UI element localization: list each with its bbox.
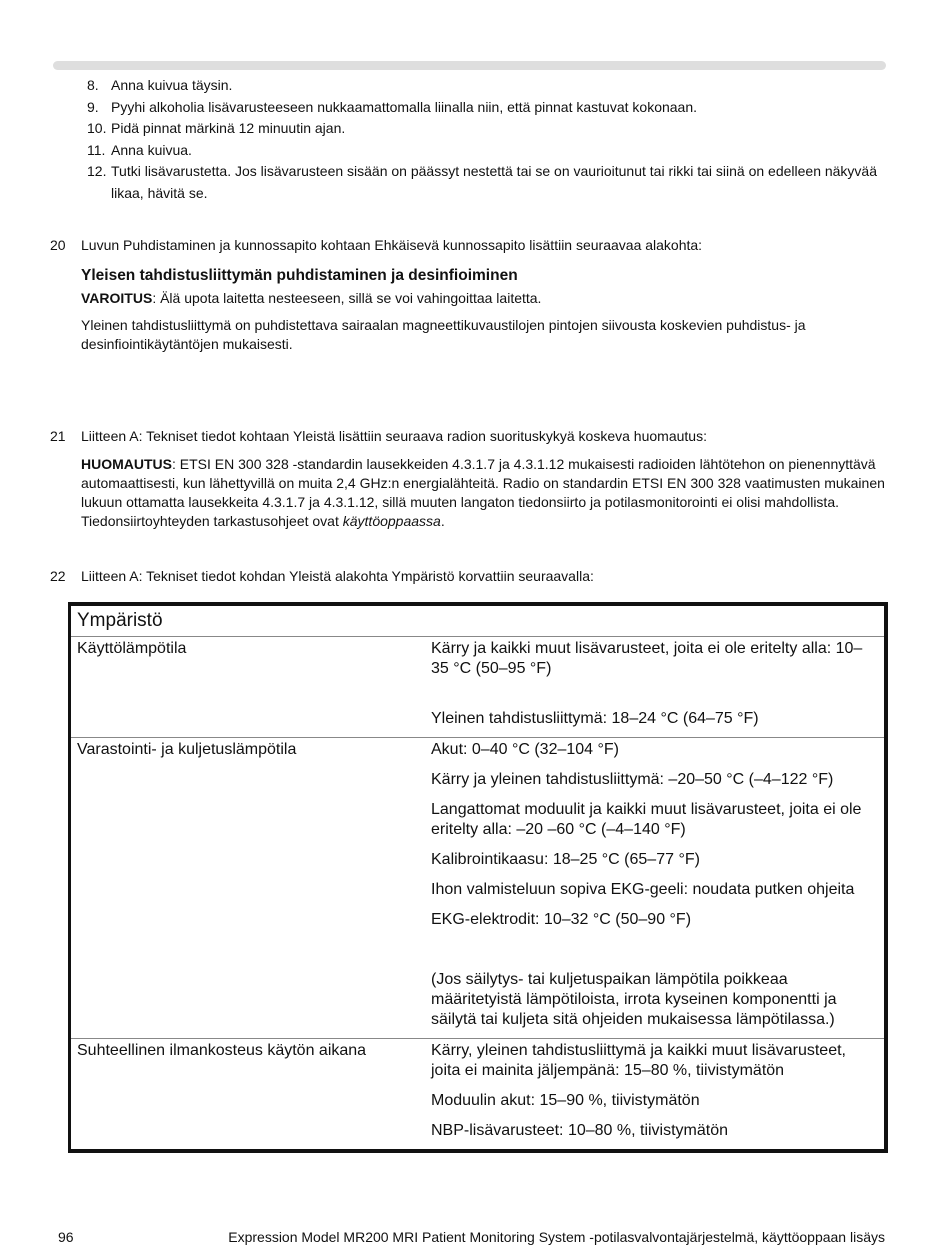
- environment-table: [68, 602, 888, 1153]
- row-label: Suhteellinen ilmankosteus käytön aikana: [77, 1042, 367, 1059]
- warning-label: VAROITUS: [81, 290, 153, 306]
- section-number: 22: [50, 568, 66, 584]
- table-title: Ympäristö: [70, 604, 887, 637]
- note-text: : ETSI EN 300 328 -standardin lausekkeiden 4.3.1.7 ja 4.3.1.12 mukaisesti radioiden lähtötehon on pienennyttävä automaattisesti, kun lähettyvillä on muita 2,4 GHz:n energialähteitä. Radio on standardin ETSI EN 300 328 vaatimusten mukainen lukuun ottamatta lausekkeita 4.3.1.7 ja 4.3.1.12, sillä muuten langaton tiedonsiirto ja potilasmonitorointi ei olisi mahdollista. Tiedonsiirtoyhteyden tarkastusohjeet ovat: [81, 456, 885, 529]
- cleaning-paragraph: Yleinen tahdistusliittymä on puhdistettava sairaalan magneettikuvaustilojen pintojen siivousta koskevien puhdistus- ja desinfiointikäytäntöjen mukaisesti.: [81, 317, 806, 352]
- row-value: Ihon valmisteluun sopiva EKG-geeli: noudata putken ohjeita: [431, 881, 855, 898]
- row-values: [425, 738, 886, 1039]
- step-number: 8.: [87, 77, 99, 93]
- row-value: Kärry, yleinen tahdistusliittymä ja kaikki muut lisävarusteet, joita ei mainita jäljempänä: 15–80 %, tiivistymätön: [431, 1042, 846, 1079]
- step-text: Anna kuivua täysin.: [111, 77, 233, 93]
- list-item: [87, 140, 887, 162]
- table-row: [70, 637, 887, 738]
- note-label: HUOMAUTUS: [81, 456, 172, 472]
- row-label: Käyttölämpötila: [70, 637, 426, 738]
- row-value: Kärry ja yleinen tahdistusliittymä: –20–50 °C (–4–122 °F): [431, 771, 834, 788]
- row-values: [425, 637, 886, 738]
- note-end: .: [440, 513, 445, 529]
- list-item: [87, 161, 887, 204]
- step-text: Tutki lisävarustetta. Jos lisävarusteen sisään on päässyt nestettä tai se on vaurioitunut tai rikki tai siinä on edelleen näkyvää likaa, hävitä se.: [111, 163, 878, 201]
- step-number: 12.: [87, 163, 107, 179]
- row-value: Yleinen tahdistusliittymä: 18–24 °C (64–75 °F): [431, 710, 759, 727]
- step-text: Pidä pinnat märkinä 12 minuutin ajan.: [111, 120, 346, 136]
- note-paragraph: [81, 455, 890, 531]
- warning-paragraph: [81, 289, 890, 308]
- step-number: 10.: [87, 120, 107, 136]
- note-italic-ref: käyttöoppaassa: [342, 513, 441, 529]
- section-lead: Liitteen A: Tekniset tiedot kohtaan Yleistä lisättiin seuraava radion suorituskykyä koskeva huomautus:: [81, 428, 707, 444]
- page-number: 96: [58, 1229, 74, 1245]
- cleaning-steps-list: [87, 75, 887, 204]
- footer-title: Expression Model MR200 MRI Patient Monitoring System -potilasvalvontajärjestelmä, käyttöoppaan lisäys: [228, 1229, 885, 1245]
- header-rule: [53, 61, 886, 70]
- row-value: Moduulin akut: 15–90 %, tiivistymätön: [431, 1092, 700, 1109]
- row-value: NBP-lisävarusteet: 10–80 %, tiivistymätön: [431, 1122, 729, 1139]
- row-value: (Jos säilytys- tai kuljetuspaikan lämpötila poikkeaa määritetyistä lämpötiloista, irrota kyseinen komponentti ja säilytä tai kuljeta sitä ohjeiden mukaisessa lämpötilassa.): [431, 971, 837, 1028]
- table-header-row: [70, 604, 887, 637]
- row-value: Akut: 0–40 °C (32–104 °F): [431, 741, 620, 758]
- section-body: [81, 266, 890, 354]
- row-value: EKG-elektrodit: 10–32 °C (50–90 °F): [431, 911, 692, 928]
- section-lead: Luvun Puhdistaminen ja kunnossapito kohtaan Ehkäisevä kunnossapito lisättiin seuraavaa alakohta:: [81, 237, 703, 253]
- list-item: [87, 75, 887, 97]
- section-20: [50, 236, 890, 354]
- list-item: [87, 118, 887, 140]
- table-row: [70, 1039, 887, 1152]
- row-value: Kalibrointikaasu: 18–25 °C (65–77 °F): [431, 851, 700, 868]
- step-text: Anna kuivua.: [111, 141, 192, 158]
- step-number: 9.: [87, 98, 99, 115]
- section-number: 20: [50, 237, 66, 253]
- row-values: [425, 1039, 886, 1152]
- warning-text: : Älä upota laitetta nesteeseen, sillä se voi vahingoittaa laitetta.: [152, 290, 542, 306]
- section-number: 21: [50, 428, 66, 444]
- table-row: [70, 738, 887, 1039]
- section-lead: Liitteen A: Tekniset tiedot kohdan Yleistä alakohta Ympäristö korvattiin seuraavalla:: [81, 568, 594, 584]
- section-21: [50, 427, 890, 531]
- subsection-heading: Yleisen tahdistusliittymän puhdistaminen ja desinfioiminen: [81, 267, 518, 284]
- section-22: [50, 567, 890, 586]
- list-item: [87, 97, 887, 119]
- row-value: Langattomat moduulit ja kaikki muut lisävarusteet, joita ei ole eritelty alla: –20 –60 °C (–4–140 °F): [431, 801, 862, 838]
- row-value: Kärry ja kaikki muut lisävarusteet, joita ei ole eritelty alla: 10–35 °C (50–95 °F): [431, 640, 863, 677]
- step-number: 11.: [87, 141, 106, 158]
- step-text: Pyyhi alkoholia lisävarusteeseen nukkaamattomalla liinalla niin, että pinnat kastuvat kokonaan.: [111, 98, 698, 115]
- row-label: Varastointi- ja kuljetuslämpötila: [70, 738, 426, 1039]
